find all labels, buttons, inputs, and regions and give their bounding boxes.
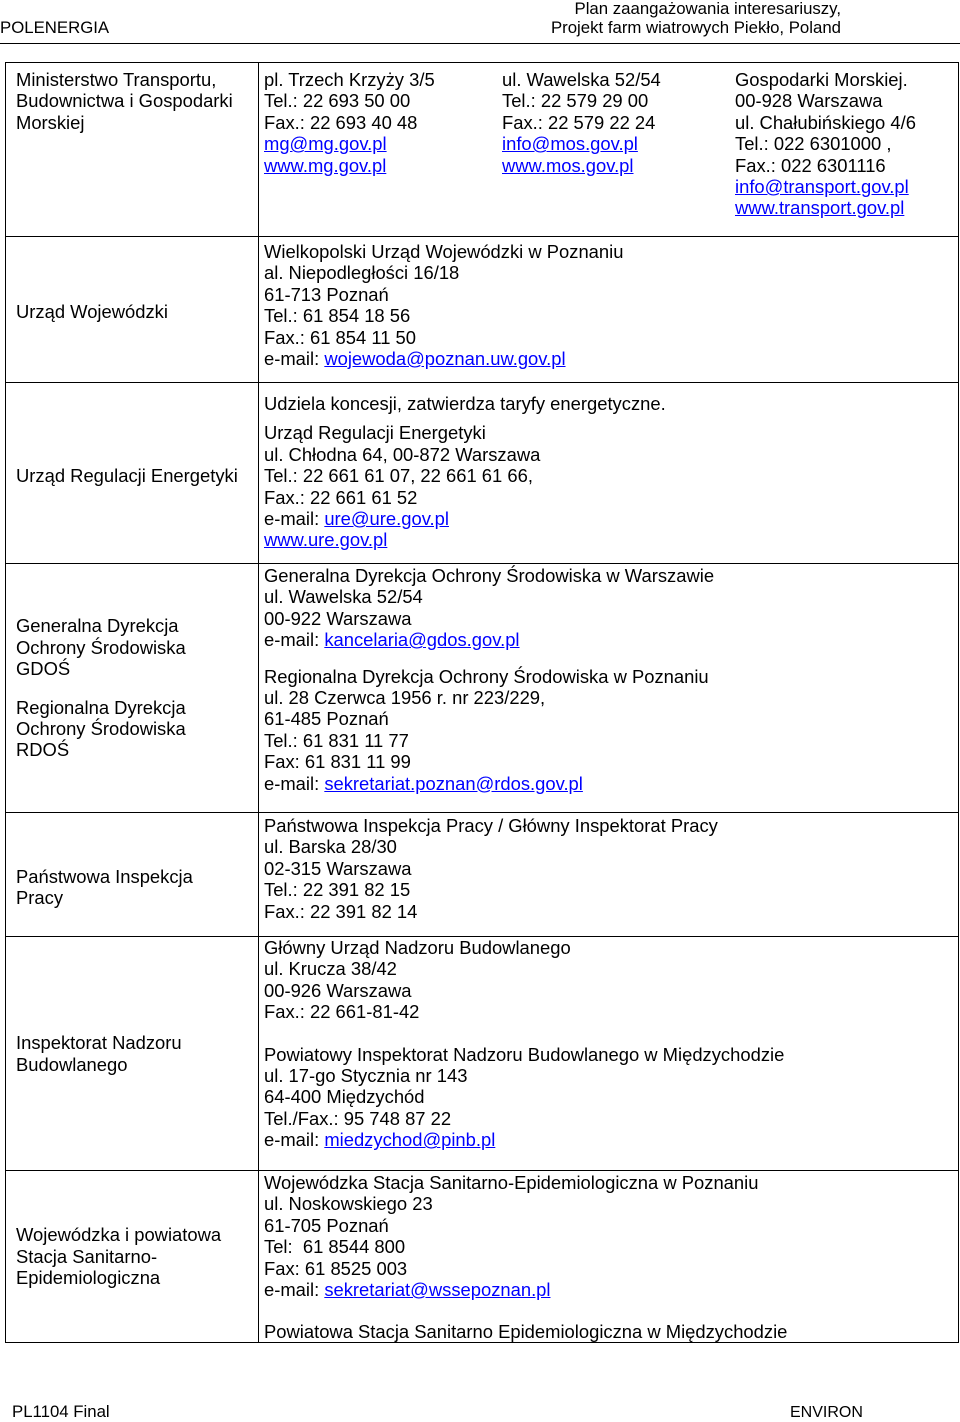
contact-line: Główny Urząd Nadzoru Budowlanego (264, 937, 571, 958)
contact-line: Tel./Fax.: 95 748 87 22 (264, 1107, 452, 1129)
table-row (6, 1171, 958, 1342)
contact-line: 00-922 Warszawa (264, 607, 412, 629)
stakeholder-category-line: RDOŚ (16, 739, 70, 761)
email-line (264, 629, 958, 650)
email-link[interactable]: info@mos.gov.pl (502, 133, 638, 155)
stakeholder-category-line: Generalna Dyrekcja (16, 615, 179, 637)
email-link[interactable]: info@transport.gov.pl (735, 176, 909, 198)
contact-details-cell (259, 237, 958, 382)
website-link[interactable]: www.mg.gov.pl (264, 154, 387, 176)
contact-line: Wielkopolski Urząd Wojewódzki w Poznaniu (264, 241, 624, 262)
document-title: Plan zaangażowania interesariuszy, (574, 0, 841, 18)
stakeholder-category-line: Ministerstwo Transportu, (16, 69, 217, 90)
website-link[interactable]: www.ure.gov.pl (264, 529, 388, 551)
contact-block (264, 666, 958, 794)
contact-line: ul. Krucza 38/42 (264, 958, 397, 980)
contact-block (264, 1172, 958, 1300)
contact-block (264, 815, 958, 922)
email-label: e-mail: (264, 629, 320, 651)
contact-block (264, 422, 958, 550)
contact-line: Tel.: 22 693 50 00 (264, 90, 411, 112)
email-link[interactable]: sekretariat.poznan@rdos.gov.pl (324, 772, 583, 794)
contact-details-cell (259, 937, 958, 1170)
website-link[interactable]: www.mos.gov.pl (502, 154, 634, 176)
email-line (264, 773, 958, 794)
contact-block (735, 69, 958, 236)
email-link[interactable]: ure@ure.gov.pl (324, 508, 449, 530)
contact-line: Fax.: 022 6301116 (735, 154, 886, 176)
document-reference: PL1104 Final (12, 1402, 110, 1421)
contact-line: Tel.: 22 391 82 15 (264, 879, 411, 901)
website-line (264, 155, 502, 176)
contact-line: Fax.: 22 391 82 14 (264, 900, 418, 922)
email-label: e-mail: (264, 772, 320, 794)
contact-line: pl. Trzech Krzyży 3/5 (264, 69, 435, 90)
contact-line: Tel.: 61 854 18 56 (264, 305, 411, 327)
contact-line: ul. Chałubińskiego 4/6 (735, 111, 916, 133)
contact-line: 61-485 Poznań (264, 708, 389, 730)
stakeholder-category-line: Regionalna Dyrekcja (16, 696, 186, 718)
contact-line: Fax.: 22 661 61 52 (264, 486, 418, 508)
contact-line: Fax.: 61 854 11 50 (264, 326, 417, 348)
email-link[interactable]: miedzychod@pinb.pl (324, 1129, 496, 1151)
contact-line: ul. Barska 28/30 (264, 836, 397, 858)
stakeholder-category-cell (6, 63, 259, 236)
stakeholder-category-line: Pracy (16, 887, 64, 908)
contact-line: Fax: 61 8525 003 (264, 1257, 408, 1279)
contact-line: Fax.: 22 579 22 24 (502, 111, 656, 133)
stakeholder-category-line: Morskiej (16, 111, 85, 133)
stakeholder-category-line: Urząd Regulacji Energetyki (16, 465, 238, 487)
contact-block (264, 565, 958, 651)
document-header-titles (551, 0, 841, 37)
contact-line: Fax.: 22 661-81-42 (264, 1001, 420, 1023)
website-link[interactable]: www.transport.gov.pl (735, 197, 905, 219)
stakeholder-category-cell (6, 1171, 259, 1342)
website-line (735, 197, 958, 218)
stakeholder-category-line: Urząd Wojewódzki (16, 301, 168, 323)
stakeholder-category-line: GDOŚ (16, 658, 71, 680)
contact-details-cell (259, 383, 958, 563)
contact-line: Państwowa Inspekcja Pracy / Główny Inspektorat Pracy (264, 815, 718, 836)
website-line (264, 529, 958, 550)
contact-block (264, 69, 502, 236)
contact-line: Powiatowa Stacja Sanitarno Epidemiologiczna w Międzychodzie (264, 1321, 788, 1343)
contact-block (264, 937, 958, 1023)
email-line (735, 176, 958, 197)
email-label: e-mail: (264, 508, 320, 530)
email-line (264, 133, 502, 154)
table-row (6, 237, 958, 383)
stakeholder-category-line: Inspektorat Nadzoru (16, 1032, 182, 1054)
email-line (264, 1129, 958, 1150)
contact-details-cell (259, 63, 958, 236)
contact-block (502, 69, 735, 236)
email-label: e-mail: (264, 1129, 320, 1151)
stakeholder-category-line: Państwowa Inspekcja (16, 865, 193, 887)
stakeholder-category-cell (6, 564, 259, 812)
contact-line: ul. Wawelska 52/54 (264, 586, 423, 608)
table-row (6, 937, 958, 1171)
contact-line: 64-400 Międzychód (264, 1086, 425, 1108)
contact-line: ul. 28 Czerwca 1956 r. nr 223/229, (264, 687, 546, 709)
stakeholder-category-line: Budownictwa i Gospodarki (16, 90, 233, 112)
contact-line: 02-315 Warszawa (264, 857, 412, 879)
contact-line: 61-705 Poznań (264, 1214, 389, 1236)
organization-name: POLENERGIA (0, 18, 110, 37)
table-row (6, 564, 958, 813)
stakeholder-role-note: Udziela koncesji, zatwierdza taryfy energetyczne. (264, 393, 666, 414)
contact-line: Powiatowy Inspektorat Nadzoru Budowlanego w Międzychodzie (264, 1043, 785, 1065)
email-link[interactable]: mg@mg.gov.pl (264, 133, 387, 155)
contact-line: Urząd Regulacji Energetyki (264, 422, 486, 444)
consultant-name: ENVIRON (790, 1404, 863, 1421)
contact-details-cell (259, 564, 958, 812)
email-label: e-mail: (264, 1279, 320, 1301)
contact-details-cell (259, 813, 958, 936)
stakeholder-category-line: Ochrony Środowiska (16, 717, 186, 739)
table-row (6, 63, 958, 237)
email-link[interactable]: kancelaria@gdos.gov.pl (324, 629, 520, 651)
email-line (264, 348, 958, 369)
email-link[interactable]: sekretariat@wssepoznan.pl (324, 1279, 551, 1301)
email-line (264, 1279, 958, 1300)
contact-line: al. Niepodległości 16/18 (264, 262, 460, 284)
contact-line: Tel.: 022 6301000 , (735, 133, 892, 155)
stakeholder-category-line: Wojewódzka i powiatowa (16, 1224, 222, 1246)
contact-block (264, 1321, 958, 1342)
contact-line: Tel.: 22 661 61 07, 22 661 61 66, (264, 465, 533, 487)
stakeholder-category-cell (6, 937, 259, 1170)
stakeholder-category-line: Stacja Sanitarno- (16, 1245, 158, 1267)
contact-line: ul. Wawelska 52/54 (502, 69, 661, 90)
email-line (502, 133, 735, 154)
contact-line: Tel.: 22 579 29 00 (502, 90, 649, 112)
contact-block (264, 1044, 958, 1151)
email-link[interactable]: wojewoda@poznan.uw.gov.pl (324, 348, 566, 370)
stakeholder-category-cell (6, 383, 259, 563)
header-divider (0, 43, 960, 44)
contact-line: ul. Noskowskiego 23 (264, 1193, 433, 1215)
contact-line: ul. 17-go Stycznia nr 143 (264, 1065, 468, 1087)
email-label: e-mail: (264, 348, 320, 370)
stakeholder-category-line: Ochrony Środowiska (16, 636, 186, 658)
contact-line: Fax.: 22 693 40 48 (264, 111, 418, 133)
email-line (264, 508, 958, 529)
stakeholder-category-line: Epidemiologiczna (16, 1267, 161, 1289)
contact-line: 00-926 Warszawa (264, 979, 412, 1001)
contact-line: Regionalna Dyrekcja Ochrony Środowiska w Poznaniu (264, 665, 709, 687)
contact-line: Tel.: 61 831 11 77 (264, 729, 409, 751)
contact-line: Fax: 61 831 11 99 (264, 751, 411, 773)
contact-line: 61-713 Poznań (264, 283, 389, 305)
contact-details-cell (259, 1171, 958, 1342)
contact-line: 00-928 Warszawa (735, 90, 883, 112)
stakeholder-category-cell (6, 237, 259, 382)
table-row (6, 383, 958, 564)
contact-line: Generalna Dyrekcja Ochrony Środowiska w Warszawie (264, 565, 715, 586)
stakeholder-category-cell (6, 813, 259, 936)
contact-line: Gospodarki Morskiej. (735, 69, 908, 90)
stakeholder-category-line: Budowlanego (16, 1053, 128, 1075)
contact-block (264, 241, 958, 369)
contact-line: Wojewódzka Stacja Sanitarno-Epidemiologiczna w Poznaniu (264, 1172, 759, 1193)
stakeholder-contacts-table (5, 62, 959, 1343)
project-name: Projekt farm wiatrowych Piekło, Poland (550, 18, 841, 37)
table-row (6, 813, 958, 937)
contact-line: ul. Chłodna 64, 00-872 Warszawa (264, 443, 541, 465)
website-line (502, 155, 735, 176)
contact-line: Tel: 61 8544 800 (264, 1236, 406, 1258)
